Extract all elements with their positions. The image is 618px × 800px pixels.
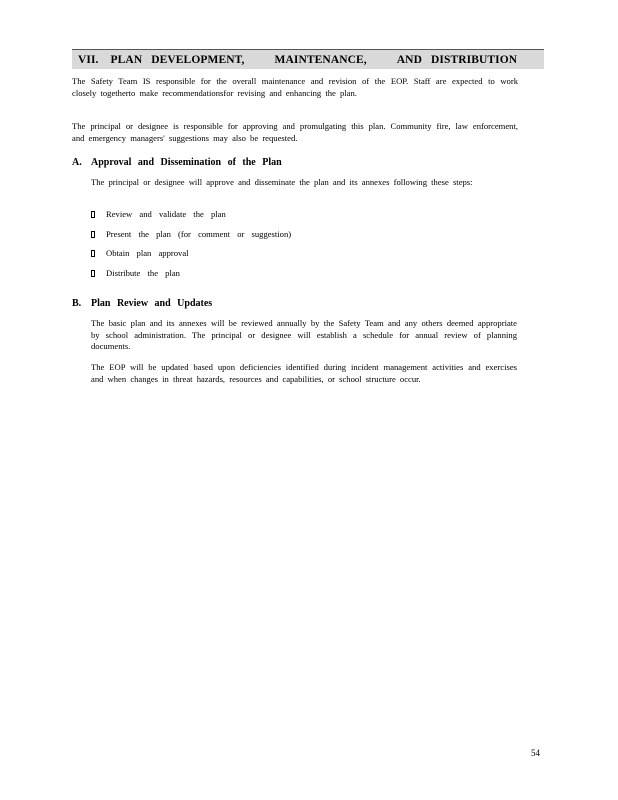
section-number: VII.	[78, 53, 99, 66]
bullet-box-icon	[91, 270, 95, 277]
section-title-part3: AND DISTRIBUTION	[396, 53, 518, 66]
subsection-a-heading	[72, 157, 282, 168]
subsection-a-body: The principal or designee will approve and disseminate the plan and its annexes following these steps:	[91, 177, 473, 187]
section-title-part2: MAINTENANCE,	[274, 53, 367, 66]
section-header	[72, 49, 544, 69]
list-item	[91, 268, 180, 279]
subsection-b-paragraph-2: The EOP will be updated based upon deficiencies identified during incident management activities and exercises and when changes in threat hazards, resources and capabilities, or school structure occur.	[91, 362, 517, 384]
subsection-b-paragraph-1: The basic plan and its annexes will be reviewed annually by the Safety Team and any others deemed appropriate by school administration. The principal or designee will establish a schedule for annual review of planning documents.	[91, 318, 517, 351]
subsection-a-letter: A.	[72, 157, 82, 168]
subsection-b-letter: B.	[72, 298, 82, 309]
bullet-box-icon	[91, 231, 95, 238]
step-text: Review and validate the plan	[106, 209, 226, 219]
step-text: Obtain plan approval	[106, 248, 189, 258]
step-text: Distribute the plan	[106, 268, 180, 278]
section-title-part1: PLAN DEVELOPMENT,	[110, 53, 245, 66]
subsection-b-title: Plan Review and Updates	[91, 298, 213, 309]
subsection-b-heading	[72, 298, 212, 309]
bullet-box-icon	[91, 211, 95, 218]
list-item	[91, 229, 291, 240]
intro-paragraph-2: The principal or designee is responsible for approving and promulgating this plan. Community fire, law enforcement, and emergency managers' suggestions may also be requested.	[72, 121, 518, 143]
bullet-box-icon	[91, 250, 95, 257]
list-item	[91, 248, 189, 259]
list-item	[91, 209, 226, 220]
step-text: Present the plan (for comment or suggestion)	[106, 229, 292, 239]
page-number: 54	[531, 748, 540, 758]
subsection-a-title: Approval and Dissemination of the Plan	[91, 157, 282, 168]
intro-paragraph-1: The Safety Team IS responsible for the overall maintenance and revision of the EOP. Staff are expected to work closely togetherto make recommendationsfor revising and enhancing the plan.	[72, 76, 518, 98]
